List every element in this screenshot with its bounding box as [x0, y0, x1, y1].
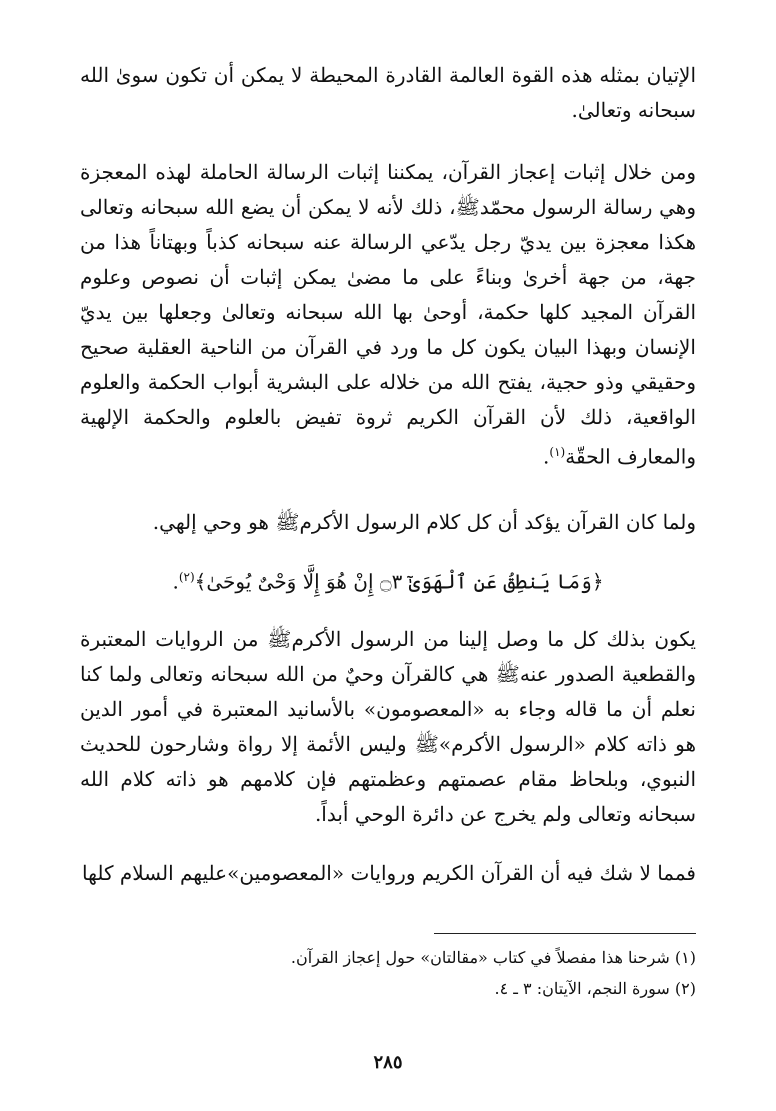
paragraph-3-text: ولما كان القرآن يؤكد أن كل كلام الرسول الأكرمﷺ هو وحي إلهي.: [152, 510, 696, 534]
footnote-2: (٢) سورة النجم، الآيتان: ٣ ـ ٤.: [494, 979, 696, 998]
paragraph-1-text: الإتيان بمثله هذه القوة العالمة القادرة المحيطة لا يمكن أن تكون سوىٰ الله سبحانه وتعالىٰ.: [80, 63, 696, 122]
footnotes: [80, 942, 696, 1004]
paragraph-1: [80, 58, 696, 128]
paragraph-5: [80, 856, 696, 891]
quran-verse: [80, 560, 696, 600]
quran-verse-text: ﴿وَمَا يَنطِقُ عَنِ ٱلْهَوَىٰٓ ۝٣ إِنْ هُوَ إِلَّا وَحْىٌ يُوحَىٰ﴾: [194, 569, 604, 594]
paragraph-2-end: .: [543, 444, 550, 469]
paragraph-4-text: يكون بذلك كل ما وصل إلينا من الرسول الأكرمﷺ من الروايات المعتبرة والقطعية الصدور عنهﷺ هي كالقرآن وحيٌ من الله سبحانه وتعالى ولما كنا نعلم أن ما قاله وجاء به «المعصومون» بالأسانيد المعتبرة في أمور الدين هو ذاته كلام «الرسول الأكرم»ﷺ وليس الأئمة إلا رواة وشارحون للحديث النبوي، وبلحاظ مقام عصمتهم وعظمتهم فإن كلامهم هو ذاته كلام الله سبحانه وتعالى ولم يخرج عن دائرة الوحي أبداً.: [80, 627, 696, 826]
page-number: ٢٨٥: [373, 1052, 403, 1073]
footnote-ref-2: (٢): [178, 570, 195, 584]
paragraph-2-text: ومن خلال إثبات إعجاز القرآن، يمكننا إثبات الرسالة الحاملة لهذه المعجزة وهي رسالة الرسول محمّدﷺ، ذلك لأنه لا يمكن أن يضع الله سبحانه وتعالى هكذا معجزة بين يديّ رجل يدّعي الرسالة عنه سبحانه كذباً وبهتاناً هذا من جهة، من جهة أخرىٰ وبناءً على ما مضىٰ يمكن إثبات أن نصوص وعلوم القرآن المجيد كلها حكمة، أوحىٰ بها الله سبحانه وتعالىٰ وجعلها بين يديّ الإنسان وبهذا البيان يكون كل ما ورد في القرآن من الناحية العقلية صحيح وحقيقي وذو حجية، يفتح الله من خلاله على البشرية أبواب الحكمة والعلوم الواقعية، ذلك لأن القرآن الكريم ثروة تفيض بالعلوم والحكمة الإلهية والمعارف الحقّة: [80, 160, 697, 469]
quran-verse-end: .: [172, 569, 179, 594]
paragraph-2: [80, 155, 696, 475]
paragraph-5-text: فمما لا شك فيه أن القرآن الكريم وروايات «المعصومين»عليهم السلام كلها: [82, 861, 696, 885]
footnote-ref-1: (١): [549, 445, 566, 459]
paragraph-3: [80, 505, 696, 540]
footnote-divider: [434, 933, 696, 934]
footnote-1: (١) شرحنا هذا مفصلاً في كتاب «مقالتان» حول إعجاز القرآن.: [290, 948, 696, 967]
paragraph-4: [80, 622, 696, 832]
